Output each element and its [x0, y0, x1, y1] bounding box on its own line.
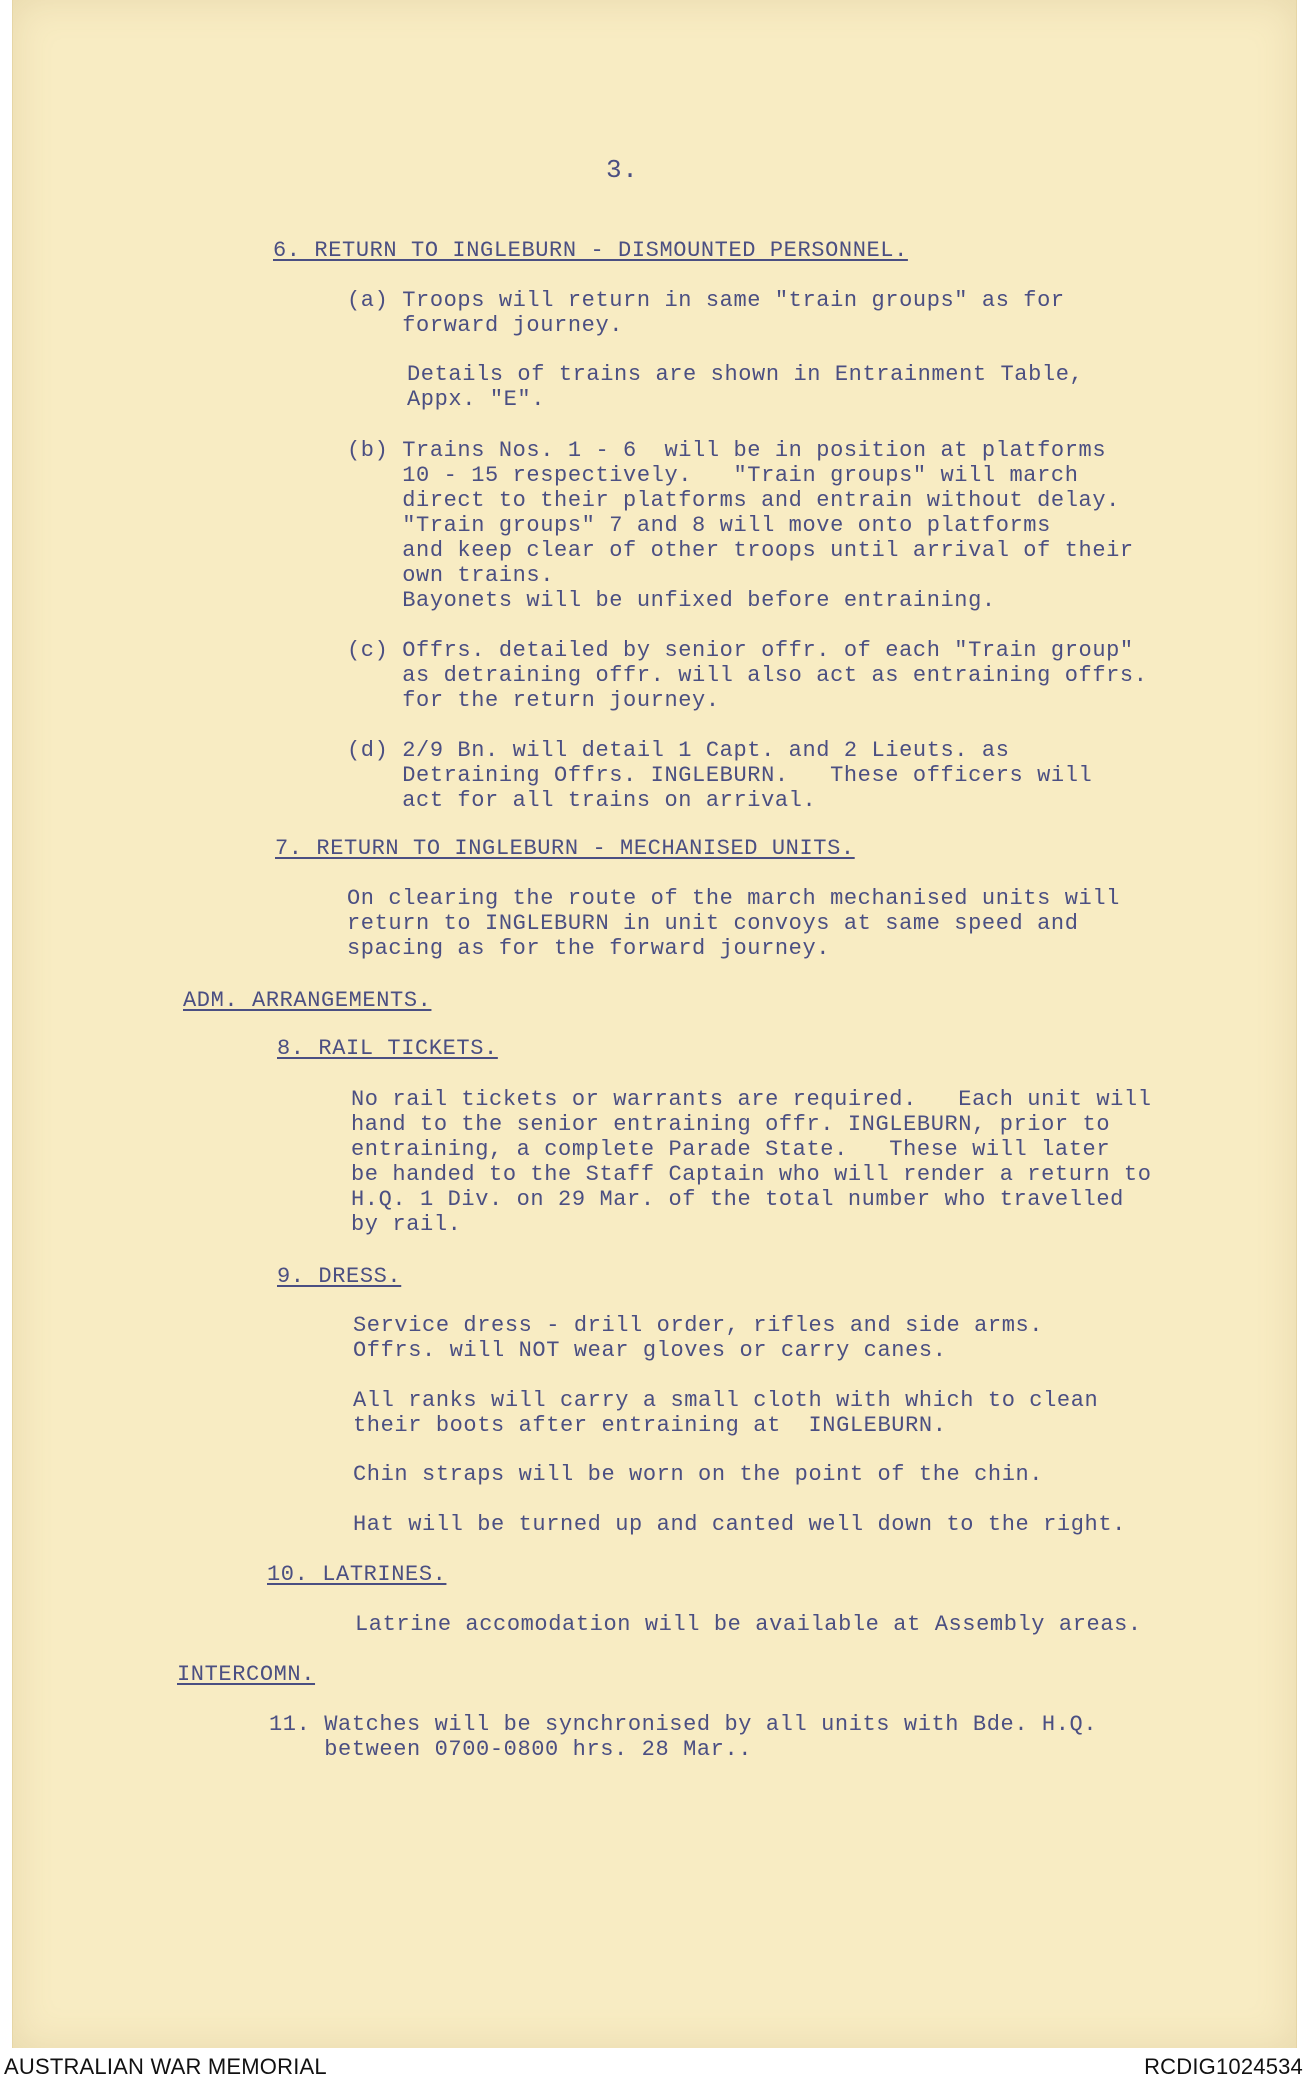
adm-arrangements-heading: ADM. ARRANGEMENTS. [183, 988, 432, 1013]
section-8-line-4: be handed to the Staff Captain who will render a return to [351, 1162, 1152, 1187]
section-6-b-line-4: "Train groups" 7 and 8 will move onto platforms [347, 513, 1051, 538]
section-11-line-2: between 0700-0800 hrs. 28 Mar.. [269, 1737, 753, 1762]
section-9-p1-line-1: Service dress - drill order, rifles and side arms. [353, 1313, 1044, 1338]
section-9-p2-line-1: All ranks will carry a small cloth with which to clean [353, 1388, 1099, 1413]
section-9-p2-line-2: their boots after entraining at INGLEBURN. [353, 1413, 947, 1438]
section-6-b-line-3: direct to their platforms and entrain without delay. [347, 488, 1120, 513]
section-9-heading: 9. DRESS. [277, 1264, 402, 1289]
archive-footer [0, 2048, 1307, 2082]
section-9-p1-line-2: Offrs. will NOT wear gloves or carry canes. [353, 1338, 947, 1363]
section-6-a-line-2: forward journey. [347, 313, 624, 338]
section-11-line-1: 11. Watches will be synchronised by all units with Bde. H.Q. [269, 1712, 1098, 1737]
intercomn-heading: INTERCOMN. [177, 1662, 316, 1687]
section-7-line-2: return to INGLEBURN in unit convoys at same speed and [347, 911, 1079, 936]
section-7-heading: 7. RETURN TO INGLEBURN - MECHANISED UNITS. [275, 836, 855, 861]
section-6-a-detail-line-1: Details of trains are shown in Entrainment Table, [407, 362, 1084, 387]
section-9-p3: Chin straps will be worn on the point of the chin. [353, 1462, 1044, 1487]
section-6-c-line-3: for the return journey. [347, 688, 720, 713]
section-6-a-detail-line-2: Appx. "E". [407, 387, 546, 412]
section-9-p4: Hat will be turned up and canted well down to the right. [353, 1512, 1126, 1537]
footer-record-id: RCDIG1024534 [1144, 2054, 1303, 2079]
footer-institution: AUSTRALIAN WAR MEMORIAL [4, 2054, 327, 2079]
section-6-d-line-1: (d) 2/9 Bn. will detail 1 Capt. and 2 Lieuts. as [347, 738, 1010, 763]
section-6-b-line-6: own trains. [347, 563, 555, 588]
section-8-line-5: H.Q. 1 Div. on 29 Mar. of the total number who travelled [351, 1187, 1124, 1212]
section-6-c-line-2: as detraining offr. will also act as entraining offrs. [347, 663, 1148, 688]
section-10-line-1: Latrine accomodation will be available at Assembly areas. [355, 1612, 1142, 1637]
section-6-b-line-7: Bayonets will be unfixed before entraining. [347, 588, 996, 613]
section-10-heading: 10. LATRINES. [267, 1562, 447, 1587]
document-page [12, 0, 1297, 2048]
section-6-b-line-2: 10 - 15 respectively. "Train groups" will march [347, 463, 1079, 488]
section-8-line-1: No rail tickets or warrants are required. Each unit will [351, 1087, 1152, 1112]
section-6-c-line-1: (c) Offrs. detailed by senior offr. of each "Train group" [347, 638, 1134, 663]
section-6-heading: 6. RETURN TO INGLEBURN - DISMOUNTED PERSONNEL. [273, 238, 908, 263]
section-8-line-2: hand to the senior entraining offr. INGLEBURN, prior to [351, 1112, 1111, 1137]
section-6-d-line-2: Detraining Offrs. INGLEBURN. These officers will [347, 763, 1093, 788]
section-6-b-line-1: (b) Trains Nos. 1 - 6 will be in position at platforms [347, 438, 1107, 463]
section-6-a-line-1: (a) Troops will return in same "train groups" as for [347, 288, 1065, 313]
section-6-b-line-5: and keep clear of other troops until arrival of their [347, 538, 1134, 563]
section-6-d-line-3: act for all trains on arrival. [347, 788, 817, 813]
section-8-line-6: by rail. [351, 1212, 462, 1237]
page-number: 3. [606, 155, 639, 185]
section-8-heading: 8. RAIL TICKETS. [277, 1036, 498, 1061]
section-8-line-3: entraining, a complete Parade State. These will later [351, 1137, 1111, 1162]
section-7-line-3: spacing as for the forward journey. [347, 936, 831, 961]
section-7-line-1: On clearing the route of the march mechanised units will [347, 886, 1120, 911]
